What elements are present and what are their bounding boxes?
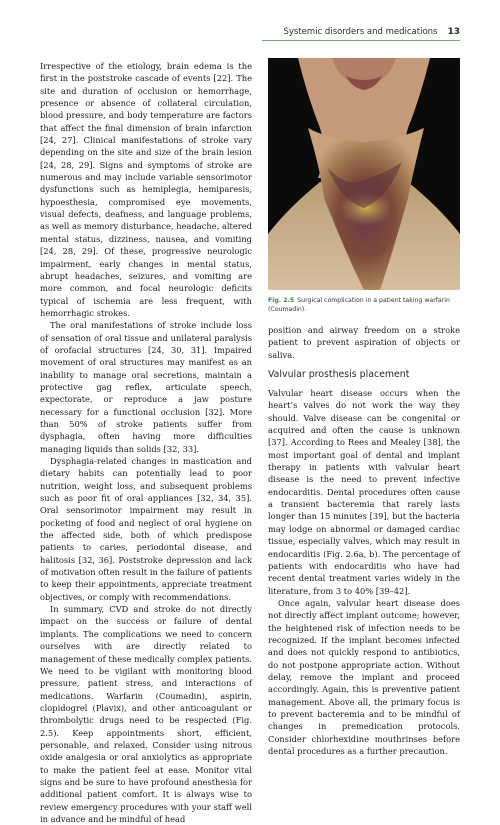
neck-bruising-photo <box>268 58 460 290</box>
right-paragraph-1: Valvular heart disease occurs when the heart’s valves do not work the way they should. Valve disease can be congenital or acquired and often the cause is unknown [37]. According to Rees and Mealey [38], the most important goal of dental and implant therapy in patients with valvular heart disease is the need to prevent infective endocarditis. Dental procedures often cause a transient bacteremia that rarely lasts longer than 15 minutes [39], but the bacteria may lodge on abnormal or damaged cardiac tissue, especially valves, which may result in endocarditis (Fig. 2.6a, b). The percentage of patients with endocarditis who have had recent dental treatment varies widely in the literature, from 3 to 40% [39–42]. <box>268 388 460 596</box>
figure-caption-text: Surgical complication in a patient taking warfarin (Coumadin). <box>268 297 450 313</box>
left-paragraph-2: The oral manifestations of stroke include loss of sensation of oral tissue and unilateral paralysis of orofacial structures [24, 30, 31]. Impaired movement of oral structures may manifest as an inability to manage oral secretions, maintain a protective gag reflex, articulate speech, expectorate, or reproduce a jaw posture necessary for a functional occlusion [32]. More than 50% of stroke patients suffer from dysphagia, often having more difficulties managing liquids than solids [32, 33]. <box>40 320 252 454</box>
left-paragraph-3: Dysphagia-related changes in mastication and dietary habits can potentially lead to poor nutrition, weight loss, and subsequent problems such as poor fit of oral appliances [32, 34, 35]. Oral sensorimotor impairment may result in pocketing of food and neglect of oral hygiene on the affected side, both of which predispose patients to caries, periodontal disease, and halitosis [32, 36]. Poststroke depression and lack of motivation often result in the failure of patients to keep their appointments, appreciate treatment objectives, or comply with recommendations. <box>40 456 252 602</box>
right-paragraph-2: Once again, valvular heart disease does not directly affect implant outcome; however, the heightened risk of infection needs to be recognized. If the implant becomes infected and does not quickly respond to antibiotics, do not postpone appropriate action. Without delay, remove the implant and proceed accordingly. Again, this is preventive patient management. Above all, the primary focus is to prevent bacteremia and to be mindful of changes in premedication protocols. Consider chlorhexidine mouthrinses before dental procedures as a further precaution. <box>268 597 460 756</box>
figure-label: Fig. 2.5 <box>268 297 295 304</box>
figure-caption <box>268 296 464 314</box>
running-head <box>264 27 460 37</box>
running-title: Systemic disorders and medications <box>283 27 438 37</box>
page-number: 13 <box>447 27 460 37</box>
left-paragraph-4: In summary, CVD and stroke do not directly impact on the success or failure of dental implants. The complications we need to concern ourselves with are directly related to management of these medically complex patients. We need to be vigilant with monitoring blood pressure, patient stress, and interactions of medications. Warfarin (Coumadin), aspirin, clopidogrel (Plavix), and other anticoagulant or thrombolytic drugs need to be respected (Fig. 2.5). Keep appointments short, efficient, personable, and relaxed. Consider using nitrous oxide analgesia or oral anxiolytics as appropriate to make the patient feel at ease. Monitor vital signs and be sure to have profound anesthesia for additional patient comfort. It is always wise to review emergency procedures with your staff well in advance and be mindful of head <box>40 604 252 824</box>
right-continuation: position and airway freedom on a stroke patient to prevent aspiration of objects or saliva. <box>268 325 460 360</box>
section-title: Valvular prosthesis placement <box>268 369 410 381</box>
right-column <box>268 324 460 757</box>
figure-photo <box>268 58 460 290</box>
header-rule <box>262 40 460 41</box>
left-paragraph-1: Irrespective of the etiology, brain edema is the first in the poststroke cascade of events [22]. The site and duration of occlusion or hemorrhage, presence or absence of collateral circulation, blood pressure, and body temperature are factors that affect the final dimension of brain infarction [24, 27]. Clinical manifestations of stroke vary depending on the site and size of the brain lesion [24, 28, 29]. Signs and symptoms of stroke are numerous and may include variable sensorimotor dysfunctions such as hemiplegia, hemiparesis, hypoesthesia, compromised eye movements, visual defects, deafness, and language problems, as well as memory disturbance, headache, altered mental status, dizziness, nausea, and vomiting [24, 28, 29]. Of these, progressive neurologic impairment, early changes in mental status, abrupt headaches, seizures, and vomiting are more common, and focal neurologic deficits typical of ischemia are less frequent, with hemorrhagic strokes. <box>40 61 252 318</box>
left-column <box>40 60 252 825</box>
